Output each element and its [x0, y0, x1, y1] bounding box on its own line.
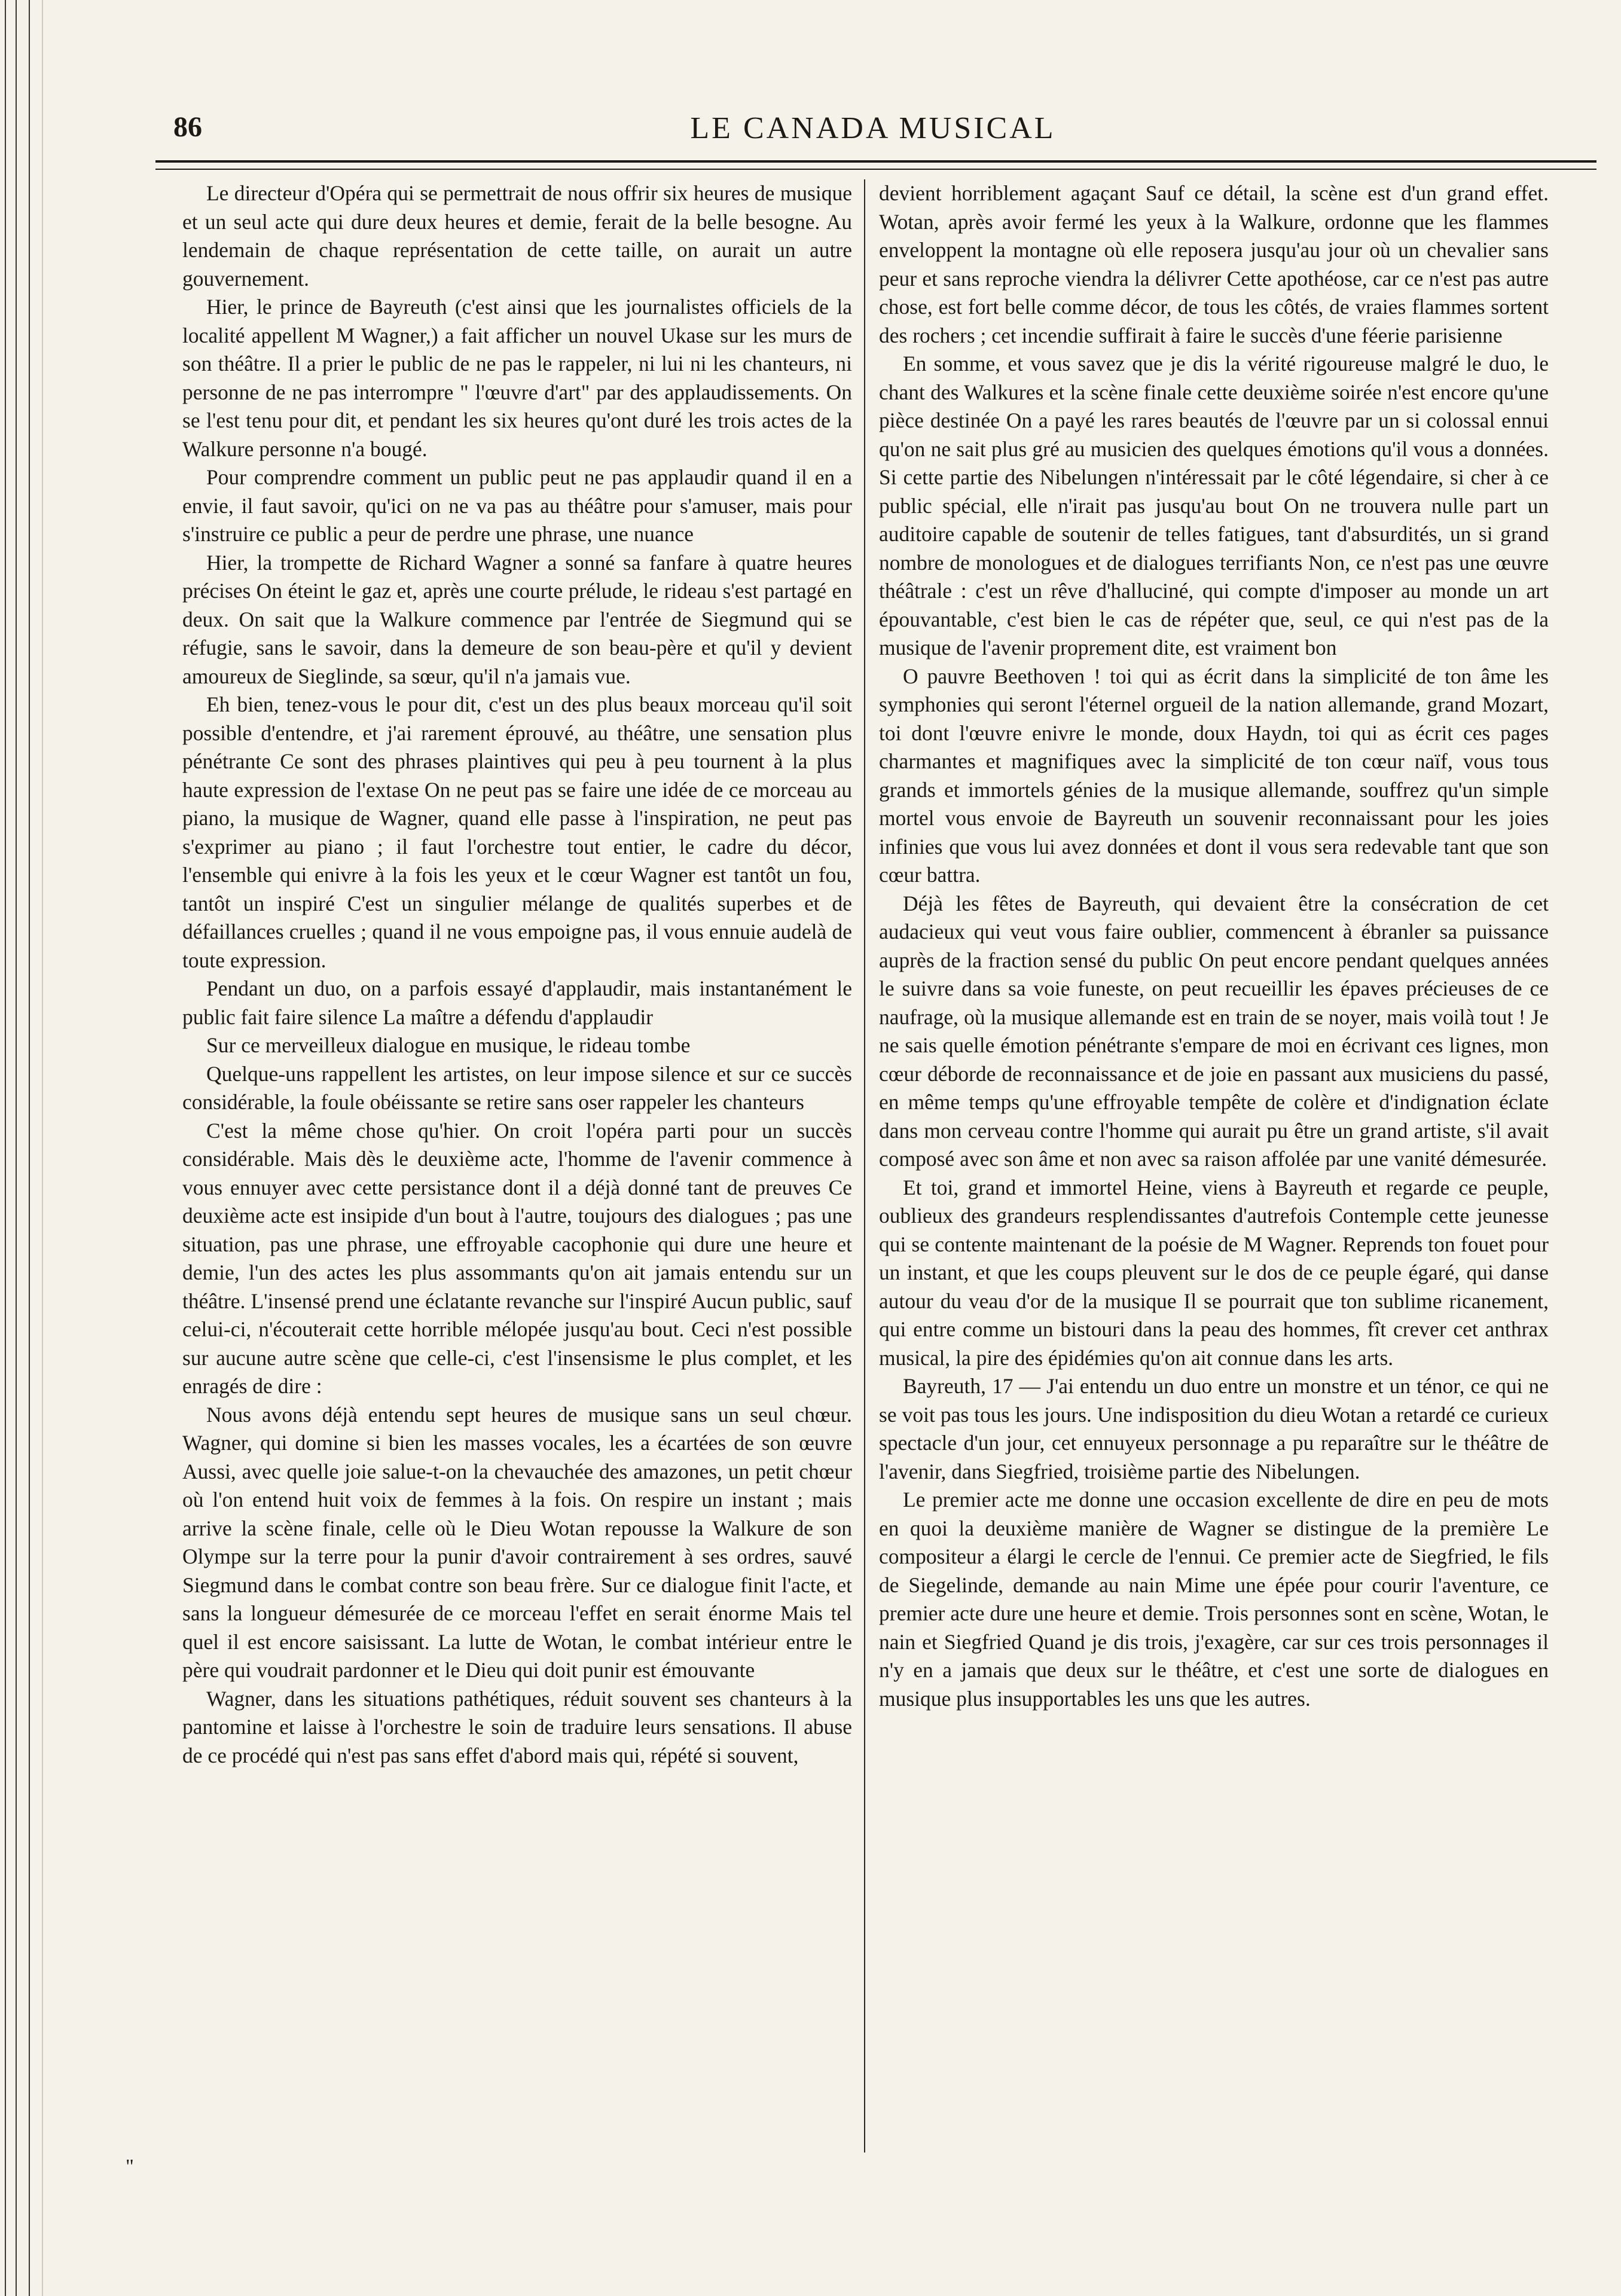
paragraph: Nous avons déjà entendu sept heures de musique sans un seul chœur. Wagner, qui domine si bien les masses vocales, les a écartées de son œuvre Aussi, avec quelle joie salue-t-on la chevauchée des amazones, un petit chœur où l'on entend huit voix de femmes à la fois. On respire un instant ; mais arrive la scène finale, celle où le Dieu Wotan repousse la Walkure de son Olympe sur la terre pour la punir d'avoir contrairement à ses ordres, sauvé Siegmund dans le combat contre son beau frère. Sur ce dialogue finit l'acte, et sans la longueur démesurée de ce morceau l'effet en serait énorme Mais tel quel il est encore saisissant. La lutte de Wotan, le combat intérieur entre le père qui voudrait pardonner et le Dieu qui doit punir est émouvante — [182, 1402, 852, 1682]
paragraph: Bayreuth, 17 — J'ai entendu un duo entre un monstre et un ténor, ce qui ne se voit pas tous les jours. Une indisposition du dieu Wotan a retardé ce curieux spectacle d'un jour, cet ennuyeux personnage a pu reparaître sur le théâtre de l'avenir, dans Siegfried, troisième partie des Nibelungen. — [879, 1374, 1549, 1483]
paragraph: En somme, et vous savez que je dis la vérité rigoureuse malgré le duo, le chant des Walkures et la scène finale cette deuxième soirée n'est encore qu'une pièce destinée On a payé les rares beautés de l'œuvre par un si colossal ennui qu'on ne sait plus gré au musicien des quelques émotions qu'il vous a données. Si cette partie des Nibelungen n'intéressait par le côté légendaire, si cher à ce public spécial, elle n'irait pas jusqu'au bout On ne trouvera nulle part un auditoire capable de soutenir de telles fatigues, tant d'absurdités, un si grand nombre de monologues et de dialogues terrifiants Non, ce n'est pas une œuvre théâtrale : c'est un rêve d'halluciné, qui compte d'imposer au monde un art épouvantable, c'est bien le cas de répéter que, seul, ce qui n'est pas de la musique de l'avenir proprement dite, est vraiment bon — [879, 352, 1549, 660]
footer-mark: " — [126, 2155, 134, 2178]
paragraph: Quelque-uns rappellent les artistes, on leur impose silence et sur ce succès considérable, la foule obéissante se retire sans oser rappeler les chanteurs — [182, 1061, 852, 1114]
binding-line — [16, 0, 17, 2296]
page-header — [173, 111, 1573, 152]
paragraph: Wagner, dans les situations pathétiques, réduit souvent ses chanteurs à la pantomine et laisse à l'orchestre le soin de traduire leurs sensations. Il abuse de ce procédé qui n'est pas sans effet d'abord mais qui, répété si souvent, — [182, 1686, 852, 1767]
paragraph: Hier, la trompette de Richard Wagner a sonné sa fanfare à quatre heures précises On éteint le gaz et, après une courte prélude, le rideau s'est partagé en deux. On sait que la Walkure commence par l'entrée de Siegmund qui se réfugie, sans le savoir, dans la demeure de son beau-père et qu'il y devient amoureux de Sieglinde, sa sœur, qu'il n'a jamais vue. — [182, 550, 852, 688]
page-number: 86 — [173, 111, 202, 143]
left-column — [182, 179, 852, 2129]
column-divider — [864, 179, 865, 2152]
paragraph: Hier, le prince de Bayreuth (c'est ainsi que les journalistes officiels de la localité appellent M Wagner,) a fait afficher un nouvel Ukase sur les murs de son théâtre. Il a prier le public de ne pas le rappeler, ni lui ni les chanteurs, ni personne de ne pas interrompre " l'œuvre d'art" par des applaudissements. On se l'est tenu pour dit, et pendant les six heures qu'ont duré les trois actes de la Walkure personne n'a bougé. — [182, 295, 852, 461]
paragraph: Le premier acte me donne une occasion excellente de dire en peu de mots en quoi la deuxième manière de Wagner se distingue de la première Le compositeur a élargi le cercle de l'ennui. Ce premier acte de Siegfried, le fils de Siegelinde, demande au nain Mime une épée pour courir l'aventure, ce premier acte dure une heure et demie. Trois personnes sont en scène, Wotan, le nain et Siegfried Quand je dis trois, j'exagère, car sur ces trois personnages il n'y en a jamais que deux sur le théâtre, et c'est une sorte de dialogues en musique plus insupportables les uns que les autres. — [879, 1488, 1549, 1711]
paragraph: Et toi, grand et immortel Heine, viens à Bayreuth et regarde ce peuple, oublieux des grandeurs resplendissantes d'autrefois Contemple cette jeunesse qui se contente maintenant de la poésie de M Wagner. Reprends ton fouet pour un instant, et que les coups pleuvent sur le dos de ce peuple égaré, qui danse autour du veau d'or de la musique Il se pourrait que ton sublime ricanement, qui entre comme un bistouri dans la peau des hommes, fît crever cet anthrax musical, la pire des épidémies qu'on ait connue dans les arts. — [879, 1175, 1549, 1370]
journal-title: LE CANADA MUSICAL — [690, 111, 1056, 145]
paragraph: O pauvre Beethoven ! toi qui as écrit dans la simplicité de ton âme les symphonies qui seront l'éternel orgueil de la nation allemande, grand Mozart, toi dont l'œuvre enivre le monde, doux Haydn, toi qui as écrit ces pages charmantes et magnifiques avec la simplicité de ton cœur naïf, vous tous grands et immortels génies de la musique allemande, souffrez qu'un simple mortel vous envoie de Bayreuth un souvenir reconnaissant pour les joies infinies que vous lui avez données et dont il vous sera redevable tant que son cœur battra. — [879, 664, 1549, 887]
paragraph: Sur ce merveilleux dialogue en musique, le rideau tombe — [206, 1033, 691, 1057]
binding-line — [29, 0, 30, 2296]
paragraph: Eh bien, tenez-vous le pour dit, c'est un des plus beaux morceau qu'il soit possible d'entendre, et j'ai rarement éprouvé, au théâtre, une sensation plus pénétrante Ce sont des phrases plaintives qui peu à peu tournent à la plus haute expression de l'extase On ne peut pas se faire une idée de ce morceau au piano, la musique de Wagner, quand elle passe à l'inspiration, ne peut pas s'exprimer au piano ; il faut l'orchestre tout entier, le cadre du décor, l'ensemble qui enivre à la fois les yeux et le cœur Wagner est tantôt un fou, tantôt un inspiré C'est un singulier mélange de qualités superbes et de défaillances cruelles ; quand il ne vous empoigne pas, il vous ennuie audelà de toute expression. — [182, 692, 852, 972]
header-rule — [155, 169, 1596, 170]
paragraph: Le directeur d'Opéra qui se permettrait de nous offrir six heures de musique et un seul acte qui dure deux heures et demie, ferait de la belle besogne. Au lendemain de chaque représentation de cette taille, on aurait un autre gouvernement. — [182, 181, 852, 291]
paragraph: Déjà les fêtes de Bayreuth, qui devaient être la consécration de cet audacieux qui veut vous faire oublier, commencent à ébranler sa puissance auprès de la fraction sensé du public On peut encore pendant quelques années le suivre dans sa voie funeste, on peut recueillir les épaves précieuses de ce naufrage, où la musique allemande est en train de se noyer, mais voilà tout ! Je ne sais quelle émotion pénétrante s'empare de moi en écrivant ces lignes, mon cœur déborde de reconnaissance et de joie en passant aux musiciens du passé, en même temps qu'une effroyable tempête de colère et d'indignation éclate dans mon cerveau contre l'homme qui aurait pu être un grand artiste, s'il avait composé avec son âme et non avec sa raison affolée par une vanité démesurée. — [879, 891, 1549, 1171]
header-rule — [155, 160, 1596, 163]
binding-line — [5, 0, 6, 2296]
binding-margin — [0, 0, 43, 2296]
paragraph: devient horriblement agaçant Sauf ce détail, la scène est d'un grand effet. Wotan, après avoir fermé les yeux à la Walkure, ordonne que les flammes enveloppent la montagne où elle reposera jusqu'au jour où un chevalier sans peur et sans reproche viendra la délivrer Cette apothéose, car ce n'est pas autre chose, est fort belle comme décor, de tous les côtés, de vraies flammes sortent des rochers ; cet incendie suffirait à faire le succès d'une féerie parisienne — [879, 181, 1549, 347]
paragraph: Pour comprendre comment un public peut ne pas applaudir quand il en a envie, il faut savoir, qu'ici on ne va pas au théâtre pour s'amuser, mais pour s'instruire ce public a peur de perdre une phrase, une nuance — [182, 465, 852, 546]
paragraph: C'est la même chose qu'hier. On croit l'opéra parti pour un succès considérable. Mais dès le deuxième acte, l'homme de l'avenir commence à vous ennuyer avec cette persistance dont il a déjà donné tant de preuves Ce deuxième acte est insipide d'un bout à l'autre, toujours des dialogues ; pas une situation, pas une phrase, une effroyable cacophonie qui dure une heure et demie, l'un des actes les plus assommants qu'on ait jamais entendu sur un théâtre. L'insensé prend une éclatante revanche sur l'inspiré Aucun public, sauf celui-ci, n'écouterait cette horrible mélopée jusqu'au bout. Ceci n'est possible sur aucune autre scène que celle-ci, c'est l'insensisme le plus complet, et les enragés de dire : — [182, 1118, 852, 1398]
right-column — [879, 179, 1549, 2129]
paragraph: Pendant un duo, on a parfois essayé d'applaudir, mais instantanément le public fait faire silence La maître a défendu d'applaudir — [182, 976, 852, 1029]
